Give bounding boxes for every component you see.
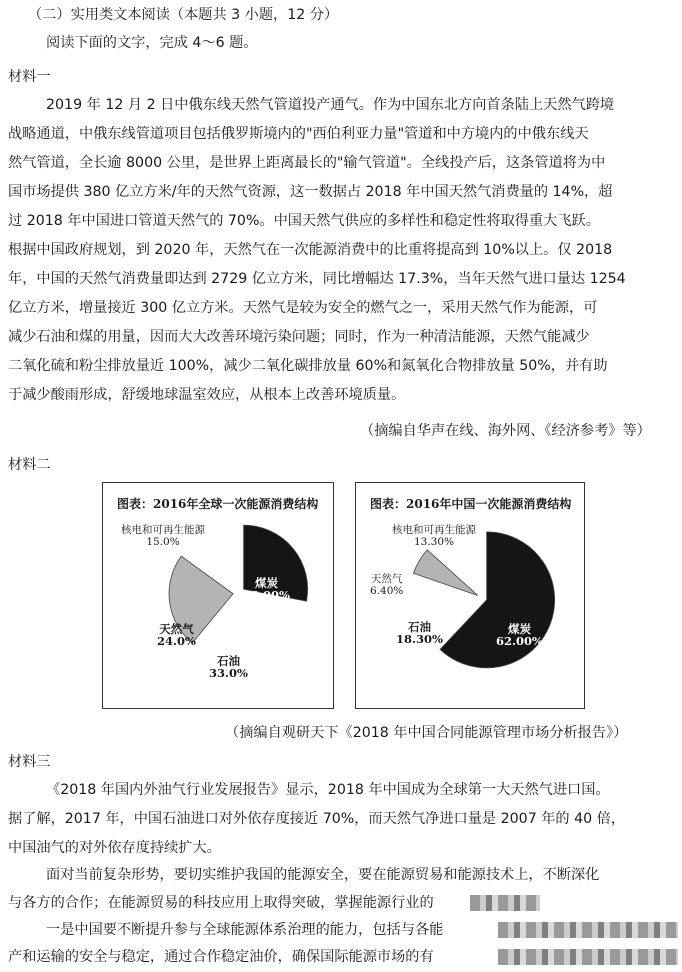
pie-label-gas: 天然气 6.40% <box>370 573 404 597</box>
material3-paragraph-line: 中国油气的对外依存度持续扩大。 <box>8 840 221 856</box>
material3-paragraph-line: 一是中国要不断提升参与全球能源体系治理的能力，包括与各能 <box>46 922 444 938</box>
chart-title: 图表：2016年全球一次能源消费结构 <box>117 497 319 511</box>
redaction-mark <box>498 922 678 938</box>
redaction-mark <box>498 949 678 965</box>
pie-label-gas: 天然气 24.0% <box>157 622 196 648</box>
material2-label: 材料二 <box>8 457 51 473</box>
material3-paragraph-line: 《2018 年国内外油气行业发展报告》显示，2018 年中国成为全球第一大天然气进口国。 <box>46 782 610 798</box>
pie-label-coal: 煤炭 62.00% <box>496 622 543 648</box>
chart-title: 图表：2016年中国一次能源消费结构 <box>370 497 572 511</box>
pie-label-renewables: 核电和可再生能源 15.0% <box>121 524 205 548</box>
material3-paragraph-line: 据了解，2017 年，中国石油进口对外依存度接近 70%，而天然气净进口量是 2007 年的 40 倍， <box>8 811 626 827</box>
material1-paragraph-line: 亿立方米，增量接近 300 亿立方米。天然气是较为安全的燃气之一，采用天然气作为能源，可 <box>8 300 598 316</box>
chart-china <box>355 482 585 709</box>
instruction: 阅读下面的文字，完成 4～6 题。 <box>46 35 258 51</box>
material3-paragraph-line: 面对当前复杂形势，要切实维护我国的能源安全，要在能源贸易和能源技术上，不断深化 <box>46 867 600 883</box>
material2-source: （摘编自观研天下《2018 年中国合同能源管理市场分析报告》） <box>225 725 628 741</box>
material1-paragraph-line: 战略通道，中俄东线管道项目包括俄罗斯境内的"西伯利亚力量"管道和中方境内的中俄东线天 <box>8 126 589 142</box>
pie-label-oil: 石油 33.0% <box>209 654 248 680</box>
material1-paragraph-line: 国市场提供 380 亿立方米/年的天然气资源，这一数据占 2018 年中国天然气消费量的 14%，超 <box>8 184 613 200</box>
material1-paragraph-line: 二氧化硫和粉尘排放量近 100%，减少二氧化碳排放量 60%和氮氧化合物排放量 50%，并有助 <box>8 358 608 374</box>
chart-global <box>102 482 334 709</box>
material1-source: （摘编自华声在线、海外网、《经济参考》等） <box>360 423 651 439</box>
pie-label-coal: 煤炭 28.00% <box>243 576 290 602</box>
material3-label: 材料三 <box>8 754 51 770</box>
material1-paragraph-line: 过 2018 年中国进口管道天然气的 70%。中国天然气供应的多样性和稳定性将取得重大飞跃。 <box>8 213 600 229</box>
material1-paragraph-line: 根据中国政府规划，到 2020 年，天然气在一次能源消费中的比重将提高到 10%以上。仅 2018 <box>8 242 613 258</box>
material1-paragraph-line: 2019 年 12 月 2 日中俄东线天然气管道投产通气。作为中国东北方向首条陆上天然气跨境 <box>46 97 615 113</box>
material1-paragraph-line: 年，中国的天然气消费量即达到 2729 亿立方米，同比增幅达 17.3%，当年天然气进口量达 1254 <box>8 271 626 287</box>
pie-label-renewables: 核电和可再生能源 13.30% <box>392 524 476 548</box>
material1-paragraph-line: 然气管道，全长逾 8000 公里，是世界上距离最长的"输气管道"。全线投产后，这条管道将为中 <box>8 155 606 171</box>
material1-paragraph-line: 减少石油和煤的用量，因而大大改善环境污染问题；同时，作为一种清洁能源，天然气能减少 <box>8 329 590 345</box>
section-title: （二）实用类文本阅读（本题共 3 小题，12 分） <box>28 7 339 23</box>
material1-label: 材料一 <box>8 69 51 85</box>
redaction-mark <box>470 895 540 911</box>
material1-paragraph-line: 于减少酸雨形成，舒缓地球温室效应，从根本上改善环境质量。 <box>8 387 406 403</box>
material3-paragraph-line: 与各方的合作；在能源贸易的科技应用上取得突破，掌握能源行业的 <box>8 895 434 911</box>
material3-paragraph-line: 产和运输的安全与稳定，通过合作稳定油价，确保国际能源市场的有 <box>8 949 434 965</box>
pie-label-oil: 石油 18.30% <box>396 620 443 646</box>
